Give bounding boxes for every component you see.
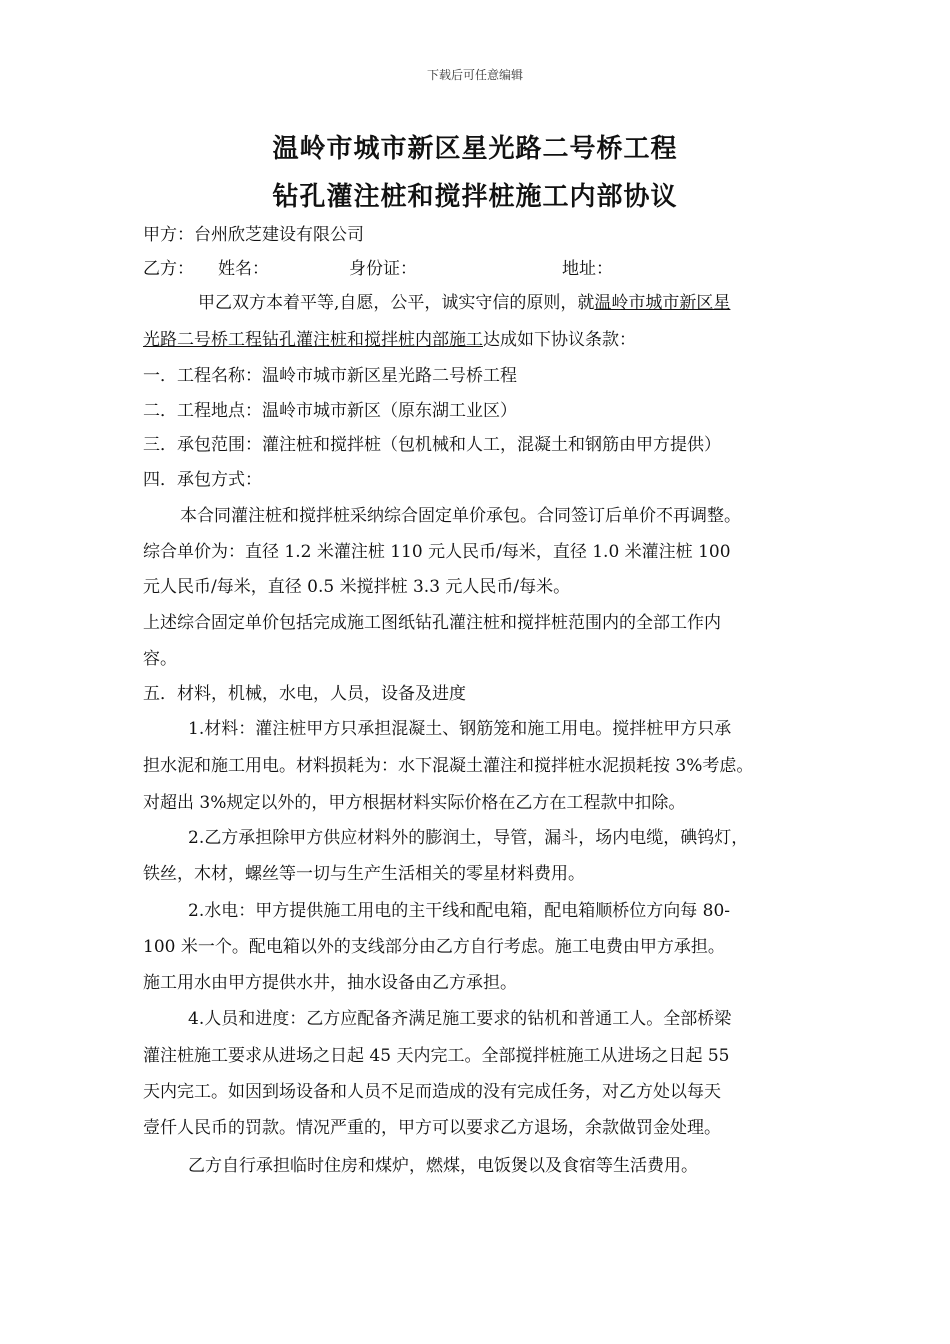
pricing-line-5: 容。 [143,649,177,669]
header-note: 下载后可任意编辑 [426,68,523,82]
personnel-line-3: 天内完工。如因到场设备和人员不足而造成的没有完成任务，对乙方处以每天 [143,1082,721,1102]
personnel-line-4: 壹仟人民币的罚款。情况严重的，甲方可以要求乙方退场，余款做罚金处理。 [143,1118,721,1138]
project-name-underlined-1: 温岭市城市新区星 [594,293,731,313]
party-a-line [143,224,823,246]
party-a-label: 甲方： [143,225,194,245]
party-b-label: 乙方： [143,259,194,279]
section-5-heading: 五．材料，机械，水电，人员，设备及进度 [143,684,466,704]
intro-text: 甲乙双方本着平等,自愿，公平，诚实守信的原则，就 [198,293,595,313]
pricing-line-4: 上述综合固定单价包括完成施工图纸钻孔灌注桩和搅拌桩范围内的全部工作内 [143,613,721,633]
document-title-line-1: 温岭市城市新区星光路二号桥工程 [272,134,678,164]
materials-line-3: 对超出 3%规定以外的，甲方根据材料实际价格在乙方在工程款中扣除。 [143,793,686,813]
party-b-address-label: 地址： [562,259,613,279]
intro-text-end: 达成如下协议条款： [483,330,636,350]
utilities-line-2: 100 米一个。配电箱以外的支线部分由乙方自行考虑。施工电费由甲方承担。 [143,937,725,957]
clause-contract-scope: 三．承包范围：灌注桩和搅拌桩（包机械和人工，混凝土和钢筋由甲方提供） [143,435,721,455]
clause-project-location: 二．工程地点：温岭市城市新区（原东湖工业区） [143,401,517,421]
clause-contract-method: 四．承包方式： [143,470,262,490]
project-name-underlined-2: 光路二号桥工程钻孔灌注桩和搅拌桩内部施工 [143,330,483,350]
utilities-line-1: 2.水电：甲方提供施工用电的主干线和配电箱，配电箱顺桥位方向每 80- [188,901,730,921]
party-b-materials-line-2: 铁丝，木材，螺丝等一切与生产生活相关的零星材料费用。 [143,864,585,884]
party-b-line [143,258,823,280]
party-b-id-label: 身份证： [349,259,417,279]
document-title-line-2: 钻孔灌注桩和搅拌桩施工内部协议 [272,182,678,212]
intro-line-2 [143,329,823,351]
materials-line-2: 担水泥和施工用电。材料损耗为：水下混凝土灌注和搅拌桩水泥损耗按 3%考虑。 [143,756,754,776]
party-a-name: 台州欣芝建设有限公司 [194,225,364,245]
personnel-line-1: 4.人员和进度：乙方应配备齐满足施工要求的钻机和普通工人。全部桥梁 [188,1009,732,1029]
intro-line-1 [198,292,878,314]
utilities-line-3: 施工用水由甲方提供水井，抽水设备由乙方承担。 [143,973,517,993]
pricing-line-1: 本合同灌注桩和搅拌桩采纳综合固定单价承包。合同签订后单价不再调整。 [180,506,741,526]
materials-line-1: 1.材料：灌注桩甲方只承担混凝土、钢筋笼和施工用电。搅拌桩甲方只承 [188,719,732,739]
living-expenses-line: 乙方自行承担临时住房和煤炉，燃煤，电饭煲以及食宿等生活费用。 [188,1156,698,1176]
pricing-line-3: 元人民币/每米，直径 0.5 米搅拌桩 3.3 元人民币/每米。 [143,577,571,597]
clause-project-name: 一．工程名称：温岭市城市新区星光路二号桥工程 [143,366,517,386]
party-b-name-label: 姓名： [218,259,269,279]
party-b-materials-line-1: 2.乙方承担除甲方供应材料外的膨润土，导管，漏斗，场内电缆，碘钨灯， [188,828,749,848]
personnel-line-2: 灌注桩施工要求从进场之日起 45 天内完工。全部搅拌桩施工从进场之日起 55 [143,1046,730,1066]
pricing-line-2: 综合单价为：直径 1.2 米灌注桩 110 元人民币/每米，直径 1.0 米灌注桩 100 [143,542,731,562]
